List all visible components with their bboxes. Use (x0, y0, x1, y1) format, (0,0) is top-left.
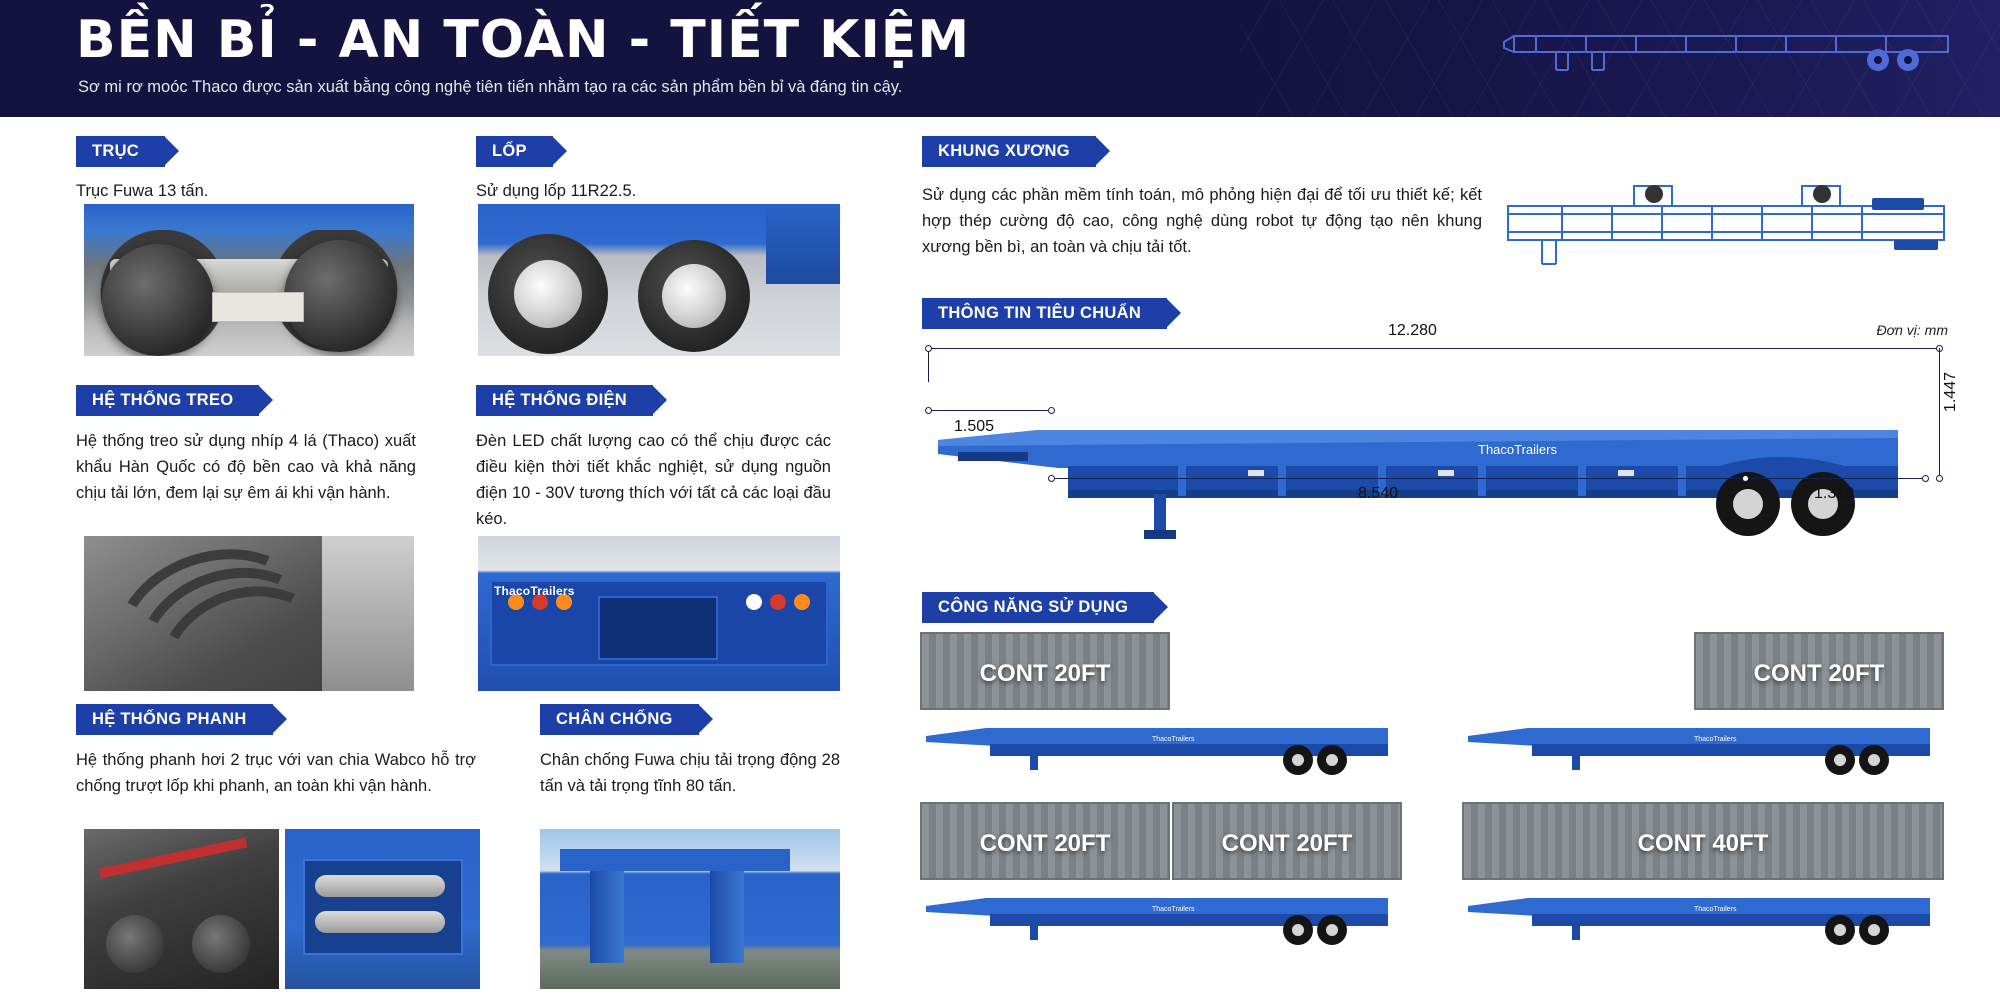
dimension-drawing (918, 322, 1959, 600)
photo-landing-leg (540, 829, 840, 989)
tag-khung-xuong: KHUNG XƯƠNG (922, 136, 1096, 167)
tag-he-thong-dien: HỆ THỐNG ĐIỆN (476, 385, 653, 416)
text-he-thong-dien: Đèn LED chất lượng cao có thể chịu được các điều kiện thời tiết khắc nghiệt, sử dụng nguồn điện 10 - 30V tương thích với tất cả các loại đầu kéo. (476, 432, 831, 528)
section-truc-tag (76, 136, 165, 167)
chassis-drawing (920, 872, 1402, 952)
photo-axle (84, 204, 414, 356)
text-he-thong-treo: Hệ thống treo sử dụng nhíp 4 lá (Thaco) xuất khẩu Hàn Quốc có độ bền cao và khả năng chịu tải lớn, đem lại sự êm ái khi vận hành. (76, 432, 416, 502)
photo-air-tank (285, 829, 480, 989)
photo-brake-valve (84, 829, 279, 989)
page-title: BỀN BỈ - AN TOÀN - TIẾT KIỆM (76, 10, 971, 70)
photo-suspension (84, 536, 414, 691)
section-khung-xuong-tag (922, 136, 1096, 167)
text-khung-xuong: Sử dụng các phần mềm tính toán, mô phỏng hiện đại để tối ưu thiết kế; kết hợp thép cường độ cao, công nghệ dùng robot tự động tạo nên khung xương bền bì, an toàn và chịu tải tốt. (922, 186, 1482, 256)
usecase-1 (920, 632, 1402, 782)
chassis-drawing (1462, 702, 1944, 782)
photo-lighting (478, 536, 840, 691)
container-label: CONT 20FT (979, 660, 1111, 687)
usecase-3 (920, 802, 1402, 962)
dim-front-length: 1.505 (954, 418, 995, 435)
text-chan-chong: Chân chống Fuwa chịu tải trọng động 28 tấn và tải trọng tĩnh 80 tấn. (540, 751, 840, 795)
text-he-thong-phanh: Hệ thống phanh hơi 2 trục với van chia Wabco hỗ trợ chống trượt lốp khi phanh, an toàn khi vận hành. (76, 751, 476, 795)
dim-height: 1.447 (1942, 372, 1959, 413)
svg-text:ThacoTrailers: ThacoTrailers (1478, 442, 1557, 457)
tag-thong-tin-tieu-chuan: THÔNG TIN TIÊU CHUẨN (922, 298, 1167, 329)
frame-skeleton-drawing (1502, 168, 1952, 280)
container-box (1694, 632, 1944, 710)
usecase-4 (1462, 802, 1944, 962)
container-box (920, 802, 1170, 880)
tag-cong-nang-su-dung: CÔNG NĂNG SỬ DỤNG (922, 592, 1154, 623)
section-thong-tin-tag (922, 298, 1167, 329)
header-banner (0, 0, 2000, 117)
container-label: CONT 20FT (979, 830, 1111, 857)
section-chan-chong-tag (540, 704, 699, 735)
dim-overall-length: 12.280 (1388, 322, 1437, 339)
unit-note: Đơn vị: mm (1876, 322, 1948, 338)
tag-truc: TRỤC (76, 136, 165, 167)
container-label: CONT 40FT (1637, 830, 1769, 857)
svg-text:ThacoTrailers: ThacoTrailers (1694, 906, 1737, 913)
text-lop: Sử dụng lốp 11R22.5. (476, 182, 637, 200)
page-subtitle: Sơ mi rơ moóc Thaco được sản xuất bằng công nghệ tiên tiến nhằm tạo ra các sản phẩm bền bỉ và đáng tin cậy. (78, 78, 903, 96)
photo-tyres (478, 204, 840, 356)
chassis-drawing (920, 702, 1402, 782)
brand-mark: ThacoTrailers (494, 584, 575, 598)
container-label: CONT 20FT (1221, 830, 1353, 857)
tag-lop: LỐP (476, 136, 553, 167)
container-box (1172, 802, 1402, 880)
chassis-drawing (1462, 872, 1944, 952)
tag-he-thong-phanh: HỆ THỐNG PHANH (76, 704, 273, 735)
section-treo-tag (76, 385, 259, 416)
section-dien-tag (476, 385, 653, 416)
dim-wheelbase: 8.540 (1358, 485, 1399, 502)
svg-text:ThacoTrailers: ThacoTrailers (1152, 906, 1195, 913)
section-phanh-tag (76, 704, 273, 735)
semi-trailer-icon (1496, 8, 1966, 90)
section-cong-nang-tag (922, 592, 1154, 623)
svg-text:ThacoTrailers: ThacoTrailers (1152, 736, 1195, 743)
tag-chan-chong: CHÂN CHỐNG (540, 704, 699, 735)
svg-text:ThacoTrailers: ThacoTrailers (1694, 736, 1737, 743)
trailer-side-view (918, 358, 1958, 558)
text-truc: Trục Fuwa 13 tấn. (76, 182, 209, 200)
dim-rear-span: 1.310 (1814, 485, 1855, 502)
section-lop-tag (476, 136, 553, 167)
usecase-2 (1462, 632, 1944, 782)
container-box (1462, 802, 1944, 880)
tag-he-thong-treo: HỆ THỐNG TREO (76, 385, 259, 416)
container-label: CONT 20FT (1753, 660, 1885, 687)
container-box (920, 632, 1170, 710)
